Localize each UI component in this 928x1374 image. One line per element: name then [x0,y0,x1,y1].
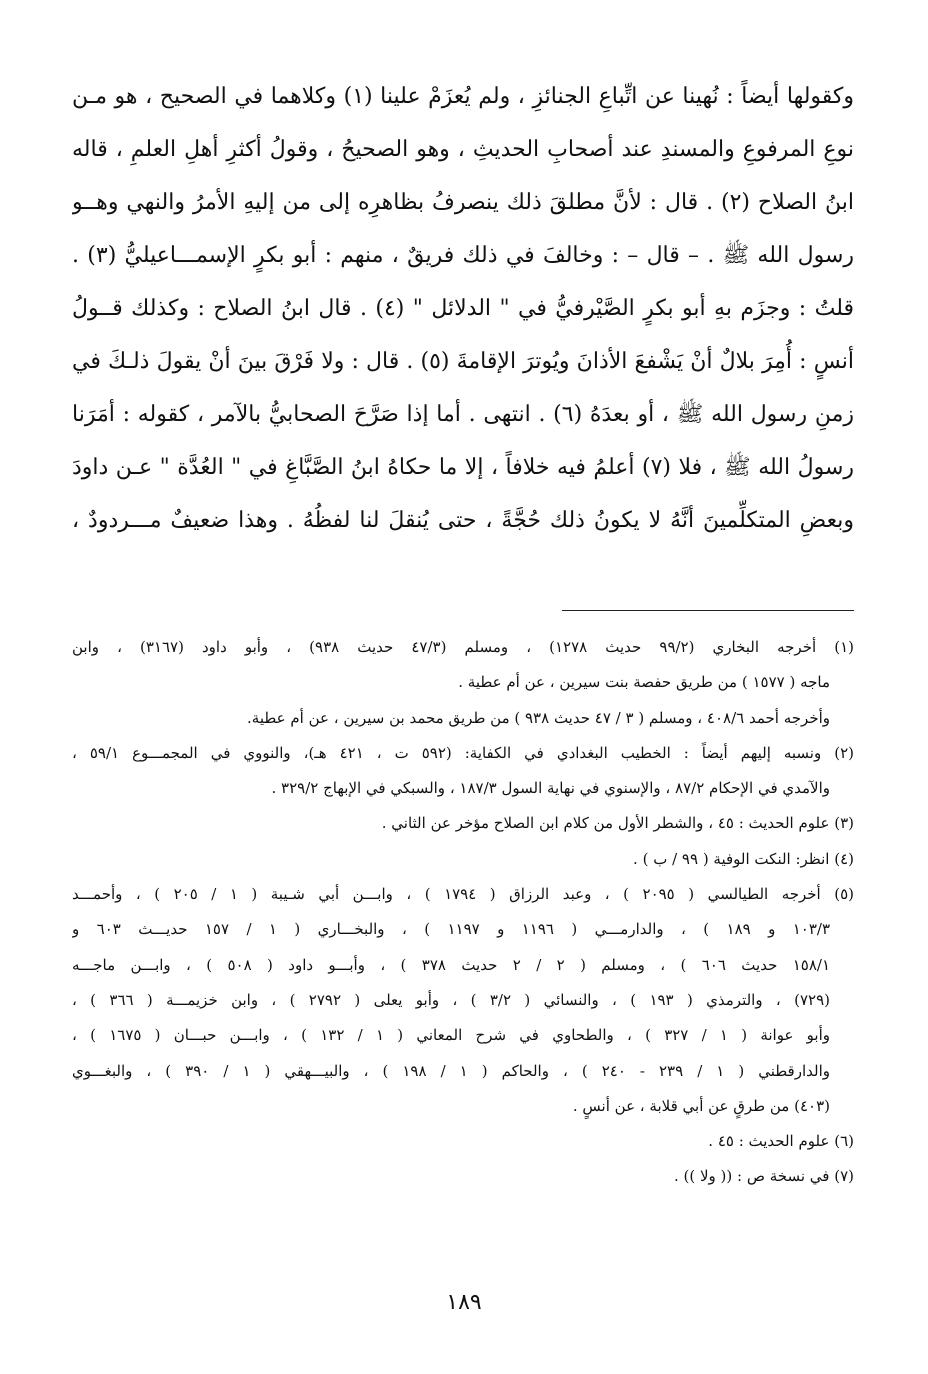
footnote-line: وأخرجه أحمد ٤٠٨/٦ ، ومسلم ( ٣ / ٤٧ حديث ٩٣٨ ) من طريق محمد بن سيرين ، عن أم عطية. [247,708,830,727]
footnote-line: (٤) انظر: النكت الوفية ( ٩٩ / ب ) . [633,849,854,868]
footnote-separator [562,610,854,611]
footnote-line: ١٠٣/٣ و ١٨٩ ) ، والدارمـــي ( ١١٩٦ و ١١٩٧ ) ، والبخـــاري ( ١ / ١٥٧ حديـــث ٦٠٣ و [72,920,831,939]
text-line: زمنِ رسول الله ﷺ ، أو بعدَهُ (٦) . انتهى . أما إذا صَرَّحَ الصحابيُّ بالآمر ، كقوله : أمَرَنا [72,402,854,427]
footnote-line: (٤٠٣) من طرقٍ عن أبي قلابة ، عن أنسٍ . [572,1096,830,1115]
footnotes [72,630,854,1195]
footnote-line: (٧) في نسخة ص : (( ولا )) . [673,1167,854,1186]
footnote-line: (١) أخرجه البخاري (٩٩/٢ حديث ١٢٧٨) ، ومسلم (٤٧/٣ حديث ٩٣٨) ، وأبو داود (٣١٦٧) ، وابن [72,638,854,656]
text-line: أنسٍ : أُمِرَ بلالٌ أنْ يَشْفعَ الأذانَ ويُوترَ الإقامةَ (٥) . قال : ولا فَرْقَ بينَ أنْ يقولَ ذلـكَ في [72,349,854,374]
text-line: رسول الله ﷺ . – قال – : وخالفَ في ذلك فريقٌ ، منهم : أبو بكرٍ الإسمـــاعيليُّ (٣) . [72,243,854,268]
page-number: ١٨٩ [446,1290,482,1315]
footnote-line: والدارقطني ( ١ / ٢٣٩ - ٢٤٠ ) ، والحاكم ( ١ / ١٩٨ ) ، والبيـــهقي ( ١ / ٣٩٠ ) ، والبغـــوي [72,1061,830,1080]
footnote-line: ماجه ( ١٥٧٧ ) من طريق حفصة بنت سيرين ، عن أم عطية . [458,673,830,692]
footnote-line: ١٥٨/١ حديث ٦٠٦ ) ، ومسلم ( ٢ / ٢ حديث ٣٧٨ ) ، وأبـــو داود ( ٥٠٨ ) ، وابـــن ماجـــه [72,955,831,974]
main-text [72,70,854,547]
text-line: وكقولها أيضاً : نُهينا عن اتِّباعِ الجنائزِ ، ولم يُعزَمْ علينا (١) وكلاهما في الصحيح ، هو مـن [72,84,854,109]
footnote-line: والآمدي في الإحكام ٨٧/٢ ، والإسنوي في نهاية السول ١٨٧/٣ ، والسبكي في الإبهاج ٣٢٩/٢ . [271,779,830,798]
footnote-line: وأبو عوانة ( ١ / ٣٢٧ ) ، والطحاوي في شرح المعاني ( ١ / ١٣٢ ) ، وابـــن حبـــان ( ١٦٧٥ ) ، [72,1026,831,1045]
text-line: وبعضِ المتكلِّمينَ أنَّهُ لا يكونُ ذلك حُجَّةً ، حتى يُنقلَ لنا لفظُهُ . وهذا ضعيفٌ مـــردودٌ ، [72,508,854,533]
text-line: قلتُ : وجزَم بهِ أبو بكرٍ الصَّيْرفيُّ في " الدلائل " (٤) . قال ابنُ الصلاح : وكذلك قــولُ [72,296,854,321]
text-line: نوعِ المرفوعِ والمسندِ عند أصحابِ الحديثِ ، وهو الصحيحُ ، وقولُ أكثرِ أهلِ العلمِ ، قاله [72,137,854,162]
footnote-line: (٣) علوم الحديث : ٤٥ ، والشطر الأول من كلام ابن الصلاح مؤخر عن الثاني . [381,814,854,833]
footnote-line: (٧٢٩) ، والترمذي ( ١٩٣ ) ، والنسائي ( ٣/٢ ) ، وأبو يعلى ( ٢٧٩٢ ) ، وابن خزيمـــة ( ٣٦٦ ) ، [72,990,830,1009]
text-line: رسولُ الله ﷺ ، فلا (٧) أعلمُ فيه خلافاً ، إلا ما حكاهُ ابنُ الصَّبَّاغِ في " العُدَّة " عـن داودَ [72,455,854,480]
footnote-line: (٥) أخرجه الطيالسي ( ٢٠٩٥ ) ، وعبد الرزاق ( ١٧٩٤ ) ، وابـــن أبي شـيبة ( ١ / ٢٠٥ ) ، وأحمـــد [72,885,854,904]
text-line: ابنُ الصلاح (٢) . قال : لأنَّ مطلقَ ذلك ينصرفُ بظاهرِه إلى من إليهِ الأمرُ والنهي وهــو [72,190,854,215]
footnote-line: (٦) علوم الحديث : ٤٥ . [708,1132,854,1151]
footnote-line: (٢) ونسبه إليهم أيضاً : الخطيب البغدادي في الكفاية: (٥٩٢ ت ، ٤٢١ هـ)، والنووي في المجمـــوع ٥٩/١ ، [72,743,854,762]
